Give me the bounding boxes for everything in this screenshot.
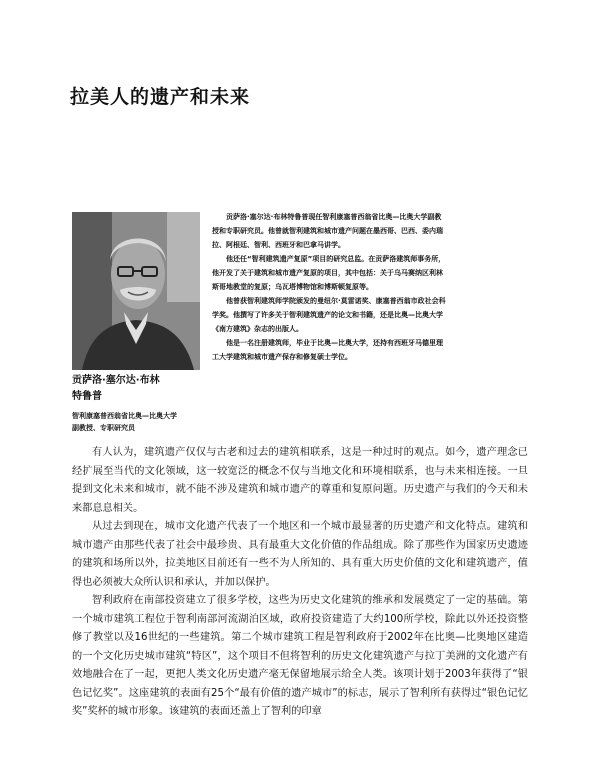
bio-paragraph: 他是一名注册建筑师，毕业于比奥—比奥大学，还持有西班牙马德里理工大学建筑和城市遗产保存和修复硕士学位。 [212,339,443,361]
author-affiliation [72,410,207,434]
author-name-line2: 特鲁普 [72,391,102,402]
author-portrait [72,212,200,370]
bio-paragraph: 他还任“智利建筑遗产复原”项目的研究总监。在贡萨洛建筑师事务所，他开发了关于建筑和城市遗产复原的项目，其中包括：关于乌马赛纳区利林斯哥地教堂的复原；乌瓦塔博物馆和博斯顿复原等。 [212,255,446,291]
author-affiliation-line2: 副教授、专职研究员 [72,424,135,432]
body-paragraph: 从过去到现在，城市文化遗产代表了一个地区和一个城市最显著的历史遗产和文化特点。建筑和城市遗产由那些代表了社会中最珍贵、具有最重大文化价值的作品组成。除了那些作为国家历史遗迹的建筑和场所以外，拉美地区目前还有一些不为人所知的、具有重大历史价值的文化和建筑遗产，值得也必须被大众所认识和承认，并加以保护。 [72,521,528,588]
author-name [72,373,207,405]
bio-paragraph: 他曾获智利建筑师学院颁发的曼纽尔·莫雷诺奖、康塞普西翁市政社会科学奖。他撰写了许多关于智利建筑遗产的论文和书籍，还是比奥—比奥大学《南方建筑》杂志的出版人。 [212,297,446,333]
bio-paragraph: 贡萨洛·塞尔达·布林特鲁普现任智利康塞普西翁省比奥—比奥大学副教授和专职研究员。他曾就智利建筑和城市遗产问题在墨西哥、巴西、委内瑞拉、阿根廷、智利、西班牙和巴拿马讲学。 [212,213,443,249]
author-name-line1: 贡萨洛·塞尔达·布林 [72,375,160,386]
body-paragraph: 有人认为，建筑遗产仅仅与古老和过去的建筑相联系，这是一种过时的观点。如今，遗产理念已经扩展至当代的文化领域，这一较宽泛的概念不仅与当地文化和环境相联系，也与未来相连接。一旦提到文化未来和城市，就不能不涉及建筑和城市遗产的尊重和复原问题。历史遗产与我们的今天和未来都息息相关。 [72,447,528,514]
page-title: 拉美人的遗产和未来 [70,86,251,108]
article-body [72,444,528,722]
portrait-photo-image [72,212,200,370]
author-bio [212,210,447,364]
body-paragraph: 智利政府在南部投资建立了很多学校，这些为历史文化建筑的维承和发展奠定了一定的基础。第一个城市建筑工程位于智利南部河流湖泊区域，政府投资建造了大约100所学校，除此以外还投资整修了教堂以及16世纪的一些建筑。第二个城市建筑工程是智利政府于2002年在比奥—比奥地区建造的一个文化历史城市建筑“特区”，这个项目不但将智利的历史文化建筑遗产与拉丁美洲的文化遗产有效地融合在了一起，更把人类文化历史遗产毫无保留地展示给全人类。该项计划于2003年获得了“银色记忆奖”。这座建筑的表面有25个“最有价值的遗产城市”的标志，展示了智利所有获得过“银色记忆奖”奖杯的城市形象。该建筑的表面还盖上了智利的印章 [72,595,528,717]
author-affiliation-line1: 智利康塞普西翁省比奥—比奥大学 [72,412,177,420]
